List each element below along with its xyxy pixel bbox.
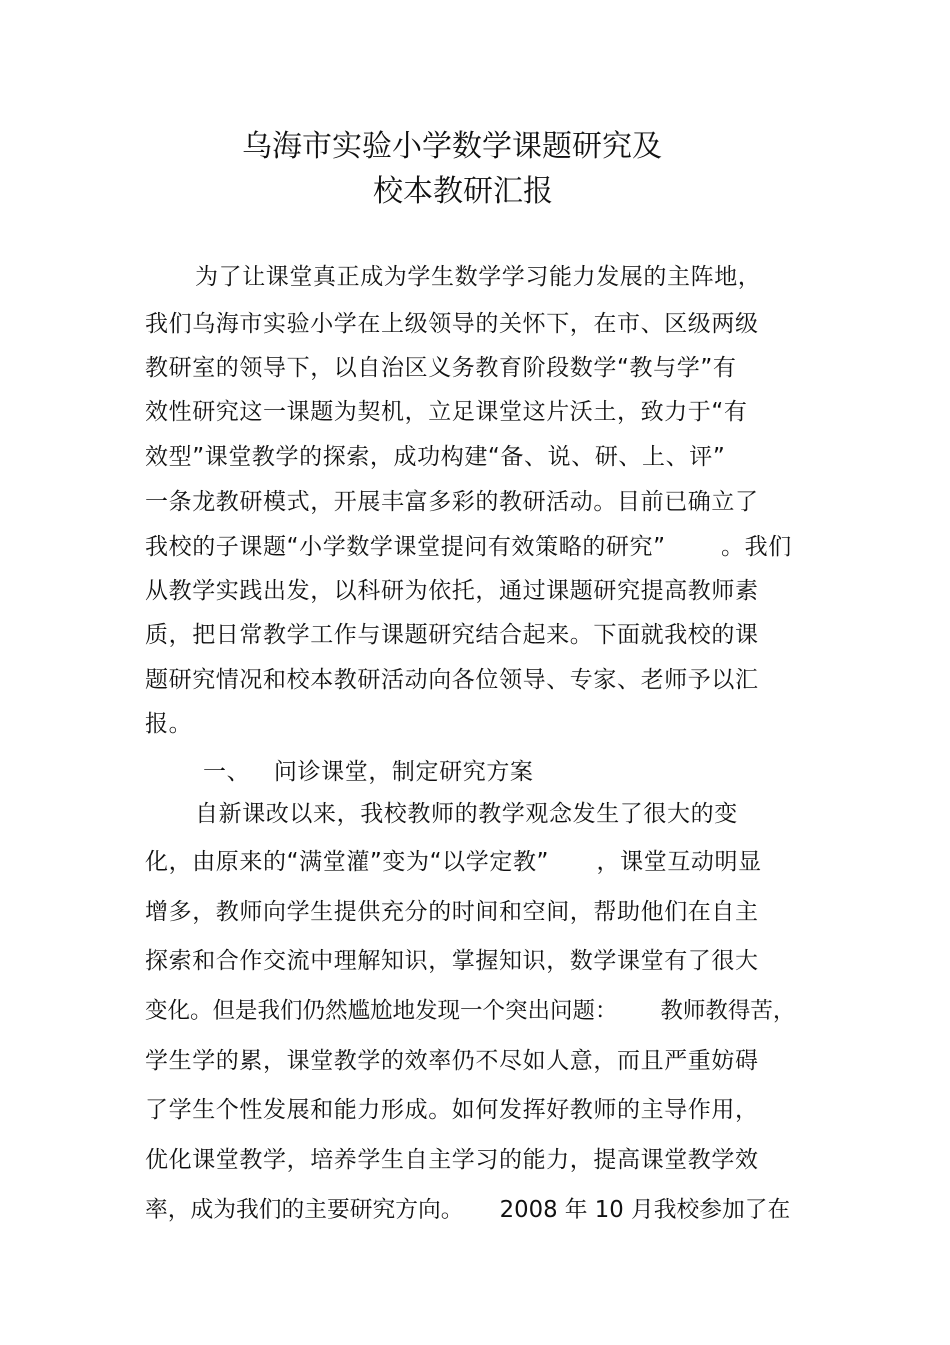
- paragraph-line: 我校的子课题“小学数学课堂提问有效策略的研究” 。我们: [145, 534, 792, 560]
- paragraph-line: 变化。但是我们仍然尴尬地发现一个突出问题： 教师教得苦，: [145, 998, 796, 1024]
- paragraph-line: 题研究情况和校本教研活动向各位领导、专家、老师予以汇: [145, 667, 759, 693]
- paragraph-line: 探索和合作交流中理解知识，掌握知识，数学课堂有了很大: [145, 948, 759, 974]
- paragraph-line: 从教学实践出发，以科研为依托，通过课题研究提高教师素: [145, 578, 759, 604]
- paragraph-line: 效型”课堂教学的探索，成功构建“备、说、研、上、评”: [145, 444, 726, 470]
- paragraph-line: 增多，教师向学生提供充分的时间和空间，帮助他们在自主: [145, 899, 759, 925]
- paragraph-line: 率，成为我们的主要研究方向。 2008 年 10 月我校参加了在: [145, 1197, 791, 1223]
- paragraph-line: 化，由原来的“满堂灌”变为“以学定教” ，课堂互动明显: [145, 849, 762, 875]
- paragraph-line: 报。: [145, 711, 193, 737]
- paragraph-line: 为了让课堂真正成为学生数学学习能力发展的主阵地，: [195, 264, 762, 290]
- paragraph-line: 质，把日常教学工作与课题研究结合起来。下面就我校的课: [145, 622, 759, 648]
- paragraph-line: 我们乌海市实验小学在上级领导的关怀下，在市、区级两级: [145, 311, 759, 337]
- document-title-line-1: 乌海市实验小学数学课题研究及: [242, 129, 662, 164]
- section-heading: 一、 问诊课堂，制定研究方案: [203, 759, 534, 785]
- paragraph-line: 学生学的累，课堂教学的效率仍不尽如人意，而且严重妨碍: [145, 1048, 759, 1074]
- paragraph-line: 效性研究这一课题为契机，立足课堂这片沃土，致力于“有: [145, 399, 748, 425]
- paragraph-line: 自新课改以来，我校教师的教学观念发生了很大的变: [195, 801, 738, 827]
- paragraph-line: 了学生个性发展和能力形成。如何发挥好教师的主导作用，: [145, 1097, 759, 1123]
- paragraph-line: 优化课堂教学，培养学生自主学习的能力，提高课堂教学效: [145, 1147, 759, 1173]
- paragraph-line: 教研室的领导下，以自治区义务教育阶段数学“教与学”有: [145, 355, 737, 381]
- document-title-line-2: 校本教研汇报: [373, 174, 553, 209]
- paragraph-line: 一条龙教研模式，开展丰富多彩的教研活动。目前已确立了: [145, 489, 759, 515]
